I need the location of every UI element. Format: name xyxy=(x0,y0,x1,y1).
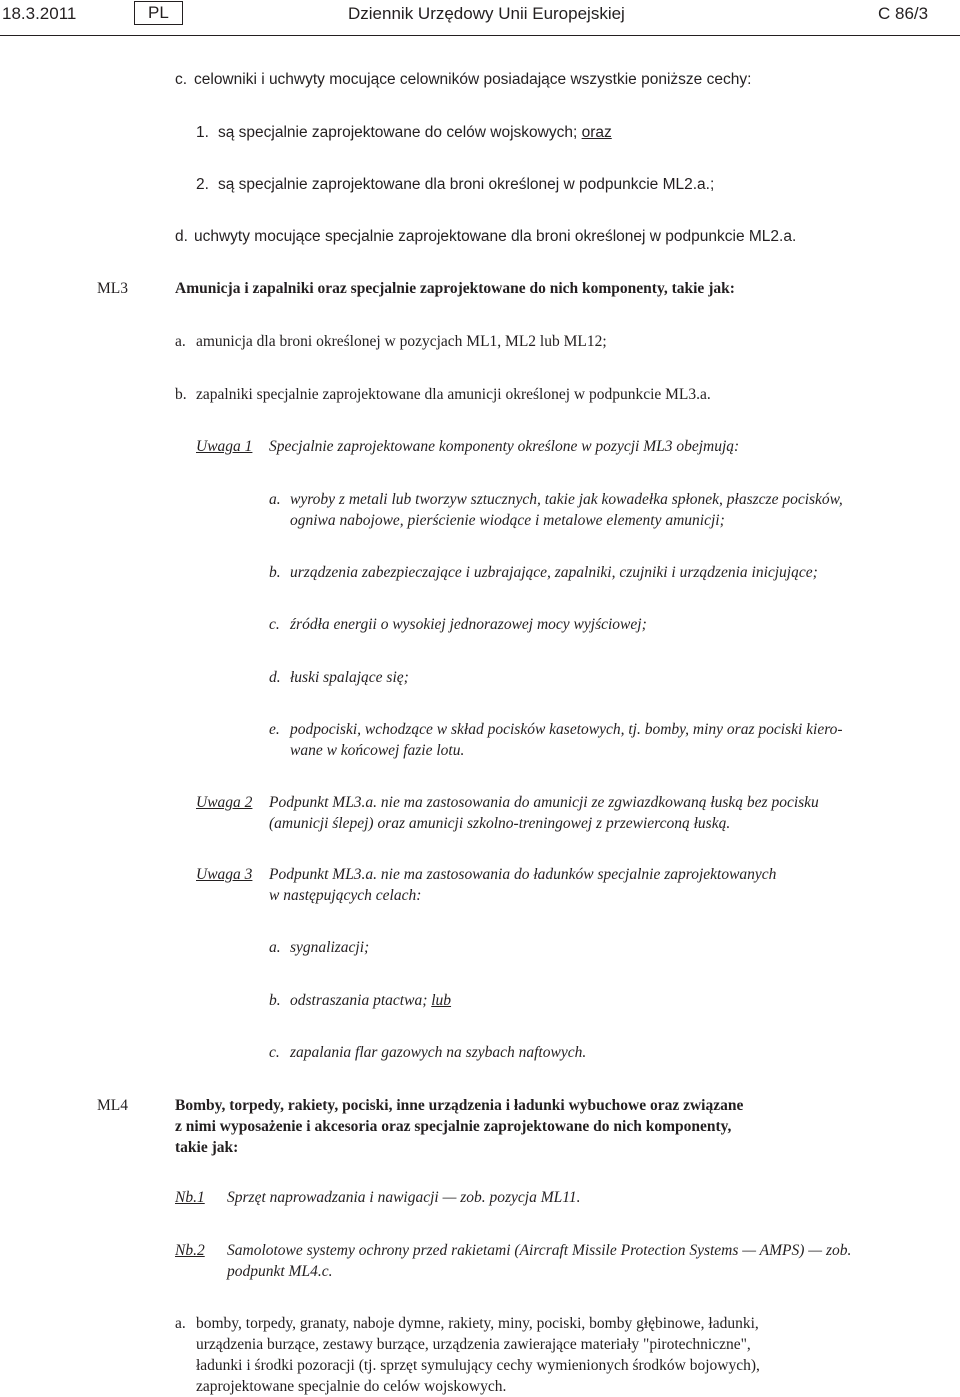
nb2-label: Nb.2 xyxy=(175,1242,205,1259)
ml3-a-text: amunicja dla broni określonej w pozycjach ML1, ML2 lub ML12; xyxy=(196,333,607,350)
note1-item-d-label: d. xyxy=(269,669,281,686)
note3-label: Uwaga 3 xyxy=(196,866,253,883)
ml4-a-line3: ładunki i środki pozoracji (tj. sprzęt symulujący cechy wymienionych środków bojowych), xyxy=(196,1357,760,1374)
item-c1-text: są specjalnie zaprojektowane do celów wojskowych; oraz xyxy=(218,124,612,141)
language-badge: PL xyxy=(134,1,183,25)
item-c2-label: 2. xyxy=(196,176,209,193)
page-reference: C 86/3 xyxy=(878,4,929,23)
note1-item-e-label: e. xyxy=(269,721,280,738)
item-d-label: d. xyxy=(175,228,188,245)
note3-item-c-label: c. xyxy=(269,1044,280,1061)
ml3-code: ML3 xyxy=(97,280,128,297)
note1-item-d-line1: łuski spalające się; xyxy=(290,669,409,686)
ml4-title-line3: takie jak: xyxy=(175,1139,239,1156)
note3-item-a-label: a. xyxy=(269,939,281,956)
note3-item-c-text: zapalania flar gazowych na szybach naftowych. xyxy=(290,1044,587,1061)
ml4-a-line1: bomby, torpedy, granaty, naboje dymne, rakiety, miny, pociski, bomby głębinowe, ładunki, xyxy=(196,1315,759,1332)
note3-item-b-link[interactable]: lub xyxy=(431,992,452,1009)
note1-text: Specjalnie zaprojektowane komponenty określone w pozycji ML3 obejmują: xyxy=(269,438,740,455)
ml3-b-label: b. xyxy=(175,386,187,403)
nb1-label: Nb.1 xyxy=(175,1189,205,1206)
header-rule xyxy=(0,35,960,36)
note2-line2: (amunicji ślepej) oraz amunicji szkolno-treningowej z przewierconą łuską. xyxy=(269,815,731,832)
nb2-line1: Samolotowe systemy ochrony przed rakietami (Aircraft Missile Protection Systems — AMPS) — zob. xyxy=(227,1242,852,1259)
item-c1-link[interactable]: oraz xyxy=(581,124,612,141)
note3-line1: Podpunkt ML3.a. nie ma zastosowania do ładunków specjalnie zaprojektowanych xyxy=(269,866,777,883)
note2-line1: Podpunkt ML3.a. nie ma zastosowania do amunicji ze zgwiazdkowaną łuską bez pocisku xyxy=(269,794,819,811)
journal-title: Dziennik Urzędowy Unii Europejskiej xyxy=(348,4,625,23)
ml3-b-text: zapalniki specjalnie zaprojektowane dla amunicji określonej w podpunkcie ML3.a. xyxy=(196,386,711,403)
item-c-label: c. xyxy=(175,71,188,88)
note1-item-e-line2: wane w końcowej fazie lotu. xyxy=(290,742,465,759)
note3-item-a-text: sygnalizacji; xyxy=(290,939,370,956)
ml3-a-label: a. xyxy=(175,333,186,350)
ml4-a-label: a. xyxy=(175,1315,186,1332)
ml3-title: Amunicja i zapalniki oraz specjalnie zaprojektowane do nich komponenty, takie jak: xyxy=(175,280,735,297)
note1-item-c-line1: źródła energii o wysokiej jednorazowej mocy wyjściowej; xyxy=(290,616,647,633)
note1-item-c-label: c. xyxy=(269,616,280,633)
note1-item-b-line1: urządzenia zabezpieczające i uzbrajające, zapalniki, czujniki i urządzenia inicjujące; xyxy=(290,564,818,581)
note1-item-b-label: b. xyxy=(269,564,281,581)
ml4-code: ML4 xyxy=(97,1097,128,1114)
note1-item-a-line1: wyroby z metali lub tworzyw sztucznych, takie jak kowadełka spłonek, płaszcze pocisków, xyxy=(290,491,843,508)
item-c-text: celowniki i uchwyty mocujące celowników posiadające wszystkie poniższe cechy: xyxy=(194,71,752,88)
note1-label: Uwaga 1 xyxy=(196,438,253,455)
note3-item-b-label: b. xyxy=(269,992,281,1009)
nb1-text: Sprzęt naprowadzania i nawigacji — zob. pozycja ML11. xyxy=(227,1189,581,1206)
ml4-a-line2: urządzenia burzące, zestawy burzące, urządzenia zawierające materiały "pirotechniczne", xyxy=(196,1336,751,1353)
note1-item-e-line1: podpociski, wchodzące w skład pocisków kasetowych, tj. bomby, miny oraz pociski kiero- xyxy=(290,721,843,738)
note2-label: Uwaga 2 xyxy=(196,794,253,811)
note3-line2: w następujących celach: xyxy=(269,887,422,904)
note3-item-b-text: odstraszania ptactwa; lub xyxy=(290,992,452,1009)
ml4-title-line2: z nimi wyposażenie i akcesoria oraz specjalnie zaprojektowane do nich komponenty, xyxy=(175,1118,732,1135)
ml4-a-line4: zaprojektowane specjalnie do celów wojskowych. xyxy=(196,1378,507,1395)
header-date: 18.3.2011 xyxy=(2,4,77,23)
item-d-text: uchwyty mocujące specjalnie zaprojektowane dla broni określonej w podpunkcie ML2.a. xyxy=(194,228,797,245)
item-c1-label: 1. xyxy=(196,124,209,141)
item-c2-text: są specjalnie zaprojektowane dla broni określonej w podpunkcie ML2.a.; xyxy=(218,176,715,193)
nb2-line2: podpunkt ML4.c. xyxy=(227,1263,333,1280)
ml4-title-line1: Bomby, torpedy, rakiety, pociski, inne urządzenia i ładunki wybuchowe oraz związane xyxy=(175,1097,744,1114)
note1-item-a-label: a. xyxy=(269,491,281,508)
note1-item-a-line2: ogniwa nabojowe, pierścienie wiodące i metalowe elementy amunicji; xyxy=(290,512,725,529)
